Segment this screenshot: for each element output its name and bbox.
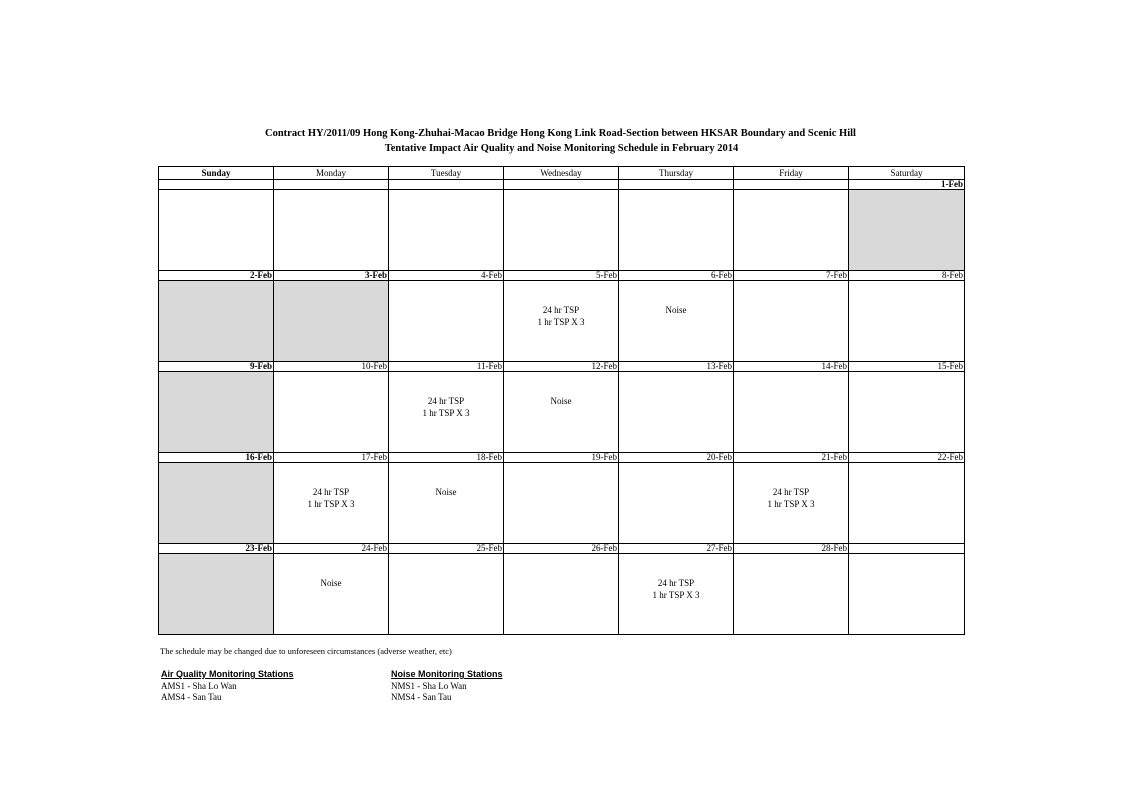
day-cell bbox=[504, 281, 619, 362]
date-label bbox=[734, 180, 849, 190]
monitoring-event: 1 hr TSP X 3 bbox=[422, 408, 470, 418]
day-cell bbox=[849, 281, 965, 362]
day-cell bbox=[389, 281, 504, 362]
date-label: 11-Feb bbox=[389, 362, 504, 372]
weekday-header: Friday bbox=[734, 167, 849, 180]
day-cell bbox=[274, 372, 389, 453]
date-label: 23-Feb bbox=[159, 544, 274, 554]
date-label: 2-Feb bbox=[159, 271, 274, 281]
air-quality-stations bbox=[161, 669, 294, 704]
week-row bbox=[159, 463, 965, 544]
weekday-header: Tuesday bbox=[389, 167, 504, 180]
date-label: 27-Feb bbox=[619, 544, 734, 554]
date-row bbox=[159, 271, 965, 281]
day-cell bbox=[504, 372, 619, 453]
station-item: NMS1 - Sha Lo Wan bbox=[391, 680, 467, 691]
day-cell bbox=[734, 190, 849, 271]
day-cell bbox=[389, 554, 504, 635]
day-cell bbox=[619, 281, 734, 362]
station-item: NMS4 - San Tau bbox=[391, 692, 452, 702]
monitoring-event: 24 hr TSP bbox=[542, 305, 580, 315]
event-list bbox=[389, 372, 503, 419]
date-label: 7-Feb bbox=[734, 271, 849, 281]
monitoring-event: 1 hr TSP X 3 bbox=[767, 499, 815, 509]
date-label: 1-Feb bbox=[849, 180, 965, 190]
week-row bbox=[159, 281, 965, 362]
week-row bbox=[159, 190, 965, 271]
date-label: 5-Feb bbox=[504, 271, 619, 281]
station-item: AMS1 - Sha Lo Wan bbox=[161, 680, 237, 691]
weekday-header: Monday bbox=[274, 167, 389, 180]
event-list bbox=[619, 554, 733, 601]
schedule-note: The schedule may be changed due to unforeseen circumstances (adverse weather, etc) bbox=[160, 646, 452, 656]
date-label: 4-Feb bbox=[389, 271, 504, 281]
day-cell bbox=[849, 554, 965, 635]
date-label bbox=[274, 180, 389, 190]
day-cell bbox=[504, 554, 619, 635]
event-list bbox=[389, 463, 503, 498]
day-cell bbox=[734, 372, 849, 453]
day-cell bbox=[619, 190, 734, 271]
monitoring-event: 24 hr TSP bbox=[427, 396, 465, 406]
monitoring-event: 1 hr TSP X 3 bbox=[307, 499, 355, 509]
monitoring-event: 24 hr TSP bbox=[312, 487, 350, 497]
date-label bbox=[619, 180, 734, 190]
station-item: AMS4 - San Tau bbox=[161, 692, 222, 702]
date-label: 28-Feb bbox=[734, 544, 849, 554]
date-label bbox=[504, 180, 619, 190]
date-label: 14-Feb bbox=[734, 362, 849, 372]
date-label bbox=[159, 180, 274, 190]
day-cell bbox=[504, 190, 619, 271]
day-cell bbox=[274, 463, 389, 544]
day-cell bbox=[159, 463, 274, 544]
day-cell bbox=[159, 190, 274, 271]
day-cell bbox=[389, 463, 504, 544]
date-label: 10-Feb bbox=[274, 362, 389, 372]
monitoring-event: Noise bbox=[435, 487, 457, 497]
date-label: 8-Feb bbox=[849, 271, 965, 281]
weekday-header: Sunday bbox=[159, 167, 274, 180]
weekday-header-row bbox=[159, 167, 965, 180]
monitoring-event: 24 hr TSP bbox=[657, 578, 695, 588]
event-list bbox=[619, 281, 733, 316]
day-cell bbox=[849, 190, 965, 271]
noise-heading: Noise Monitoring Stations bbox=[391, 669, 503, 679]
date-label: 19-Feb bbox=[504, 453, 619, 463]
date-label: 16-Feb bbox=[159, 453, 274, 463]
day-cell bbox=[389, 372, 504, 453]
day-cell bbox=[274, 281, 389, 362]
date-label: 21-Feb bbox=[734, 453, 849, 463]
schedule-subtitle: Tentative Impact Air Quality and Noise Monitoring Schedule in February 2014 bbox=[384, 143, 739, 154]
date-label: 15-Feb bbox=[849, 362, 965, 372]
day-cell bbox=[619, 372, 734, 453]
event-list bbox=[734, 463, 848, 510]
monitoring-event: 1 hr TSP X 3 bbox=[537, 317, 585, 327]
date-label: 9-Feb bbox=[159, 362, 274, 372]
event-list bbox=[274, 463, 388, 510]
date-label: 22-Feb bbox=[849, 453, 965, 463]
week-row bbox=[159, 372, 965, 453]
weekday-header: Wednesday bbox=[504, 167, 619, 180]
date-row bbox=[159, 544, 965, 554]
day-cell bbox=[734, 463, 849, 544]
week-row bbox=[159, 554, 965, 635]
date-label: 20-Feb bbox=[619, 453, 734, 463]
monitoring-event: 24 hr TSP bbox=[772, 487, 810, 497]
day-cell bbox=[849, 463, 965, 544]
event-list bbox=[504, 281, 618, 328]
day-cell bbox=[159, 281, 274, 362]
monitoring-event: Noise bbox=[550, 396, 572, 406]
air-quality-heading: Air Quality Monitoring Stations bbox=[161, 669, 294, 679]
day-cell bbox=[504, 463, 619, 544]
day-cell bbox=[734, 554, 849, 635]
date-row bbox=[159, 453, 965, 463]
day-cell bbox=[619, 554, 734, 635]
monitoring-event: 1 hr TSP X 3 bbox=[652, 590, 700, 600]
weekday-header: Saturday bbox=[849, 167, 965, 180]
date-label: 13-Feb bbox=[619, 362, 734, 372]
monitoring-event: Noise bbox=[320, 578, 342, 588]
document-title: Contract HY/2011/09 Hong Kong-Zhuhai-Macao Bridge Hong Kong Link Road-Section between HKSAR Boundary and Scenic Hill bbox=[265, 128, 856, 139]
noise-stations bbox=[391, 669, 503, 704]
day-cell bbox=[159, 372, 274, 453]
date-label: 26-Feb bbox=[504, 544, 619, 554]
day-cell bbox=[389, 190, 504, 271]
event-list bbox=[274, 554, 388, 589]
day-cell bbox=[159, 554, 274, 635]
date-label: 6-Feb bbox=[619, 271, 734, 281]
date-row bbox=[159, 362, 965, 372]
monitoring-event: Noise bbox=[665, 305, 687, 315]
day-cell bbox=[274, 554, 389, 635]
date-row bbox=[159, 180, 965, 190]
day-cell bbox=[619, 463, 734, 544]
date-label bbox=[849, 544, 965, 554]
date-label: 17-Feb bbox=[274, 453, 389, 463]
calendar-table bbox=[158, 166, 965, 635]
date-label bbox=[389, 180, 504, 190]
date-label: 12-Feb bbox=[504, 362, 619, 372]
day-cell bbox=[734, 281, 849, 362]
date-label: 24-Feb bbox=[274, 544, 389, 554]
date-label: 25-Feb bbox=[389, 544, 504, 554]
day-cell bbox=[849, 372, 965, 453]
day-cell bbox=[274, 190, 389, 271]
date-label: 3-Feb bbox=[274, 271, 389, 281]
event-list bbox=[504, 372, 618, 407]
weekday-header: Thursday bbox=[619, 167, 734, 180]
date-label: 18-Feb bbox=[389, 453, 504, 463]
